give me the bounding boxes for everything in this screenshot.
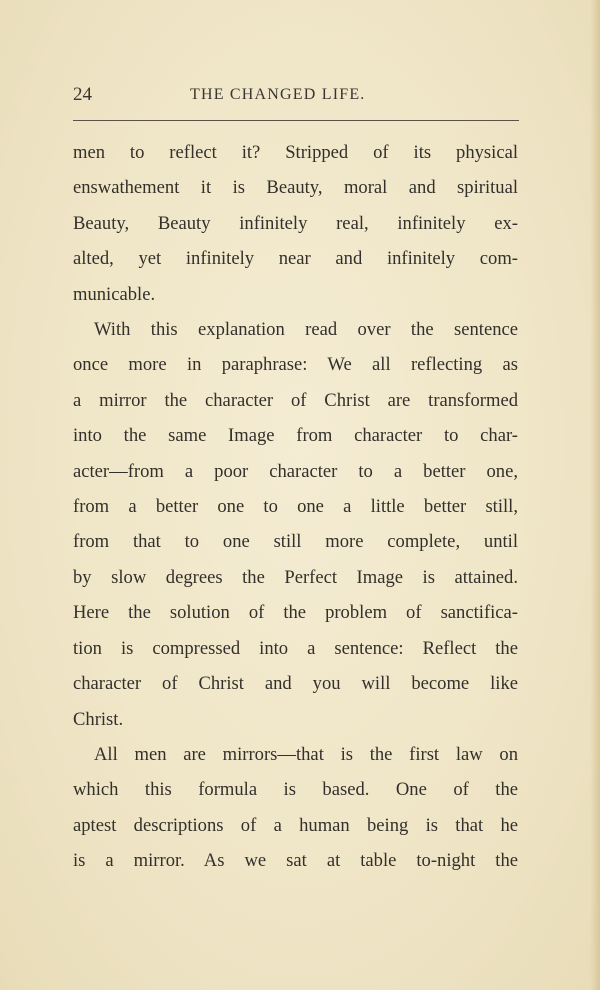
text-line: into the same Image from character to char-	[73, 425, 518, 447]
page-edge-shadow	[590, 0, 600, 990]
text-line: enswathement it is Beauty, moral and spiritual	[73, 177, 518, 199]
text-line: by slow degrees the Perfect Image is attained.	[73, 566, 518, 588]
text-line: which this formula is based. One of the	[73, 779, 518, 801]
text-line: tion is compressed into a sentence: Reflect the	[73, 637, 518, 659]
text-line: municable.	[73, 283, 156, 305]
text-line: All men are mirrors—that is the first law on	[94, 743, 518, 765]
paragraph-3	[73, 737, 518, 879]
page-number: 24	[73, 84, 92, 105]
text-line: Here the solution of the problem of sanctifica-	[73, 602, 518, 624]
header-rule	[73, 120, 519, 121]
text-line: Christ.	[73, 708, 124, 730]
text-line: aptest descriptions of a human being is that he	[73, 814, 518, 836]
paragraph-2	[73, 312, 518, 737]
page-header	[73, 84, 518, 108]
text-line: Beauty, Beauty infinitely real, infinitely ex-	[73, 212, 518, 234]
text-line: men to reflect it? Stripped of its physical	[73, 142, 518, 163]
text-line: from that to one still more complete, until	[73, 531, 518, 553]
paragraph-1	[73, 135, 518, 312]
text-line: is a mirror. As we sat at table to-night the	[73, 850, 518, 872]
text-line: alted, yet infinitely near and infinitely com-	[73, 248, 518, 270]
text-line: character of Christ and you will become like	[73, 673, 518, 695]
running-title: THE CHANGED LIFE.	[190, 86, 366, 103]
text-line: With this explanation read over the sentence	[94, 319, 518, 341]
text-line: acter—from a poor character to a better one,	[73, 460, 518, 482]
text-line: a mirror the character of Christ are transformed	[73, 389, 518, 411]
text-line: once more in paraphrase: We all reflecting as	[73, 354, 518, 376]
text-line: from a better one to one a little better still,	[73, 496, 518, 518]
body-text	[73, 135, 518, 879]
